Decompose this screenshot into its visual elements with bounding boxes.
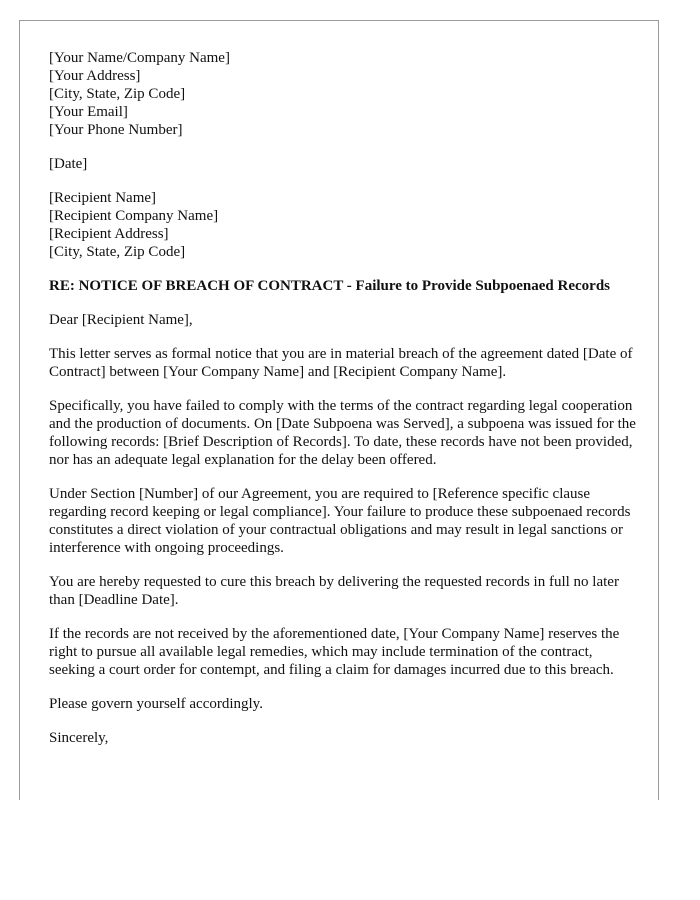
- closing: Sincerely,: [49, 730, 109, 746]
- recipient-city-state-zip: [City, State, Zip Code]: [49, 244, 186, 260]
- body-paragraph-3: Under Section [Number] of our Agreement, you are required to [Reference specific clause regarding record keeping or legal compliance]. Your failure to produce these subpoenaed records constitutes a direct violation of your contractual obligations and may result in legal sanctions or interference with ongoing proceedings.: [49, 486, 631, 556]
- letter-content: [49, 49, 639, 763]
- sender-block: [49, 49, 639, 139]
- letter-page: [19, 20, 659, 800]
- sender-name: [Your Name/Company Name]: [49, 50, 230, 66]
- sender-phone: [Your Phone Number]: [49, 122, 183, 138]
- date-block: [49, 155, 639, 173]
- body-paragraph-1: This letter serves as formal notice that you are in material breach of the agreement dated [Date of Contract] between [Your Company Name] and [Recipient Company Name].: [49, 346, 633, 380]
- body-paragraph-5: If the records are not received by the aforementioned date, [Your Company Name] reserves the right to pursue all available legal remedies, which may include termination of the contract, seeking a court order for contempt, and filing a claim for damages incurred due to this breach.: [49, 626, 620, 678]
- letter-subject: RE: NOTICE OF BREACH OF CONTRACT - Failure to Provide Subpoenaed Records: [49, 278, 610, 294]
- body-paragraph-4: You are hereby requested to cure this breach by delivering the requested records in full no later than [Deadline Date].: [49, 574, 619, 608]
- recipient-name: [Recipient Name]: [49, 190, 157, 206]
- recipient-block: [49, 189, 639, 261]
- salutation: Dear [Recipient Name],: [49, 312, 193, 328]
- sender-email: [Your Email]: [49, 104, 128, 120]
- letter-date: [Date]: [49, 156, 88, 172]
- body-paragraph-6: Please govern yourself accordingly.: [49, 696, 263, 712]
- sender-city-state-zip: [City, State, Zip Code]: [49, 86, 186, 102]
- sender-address: [Your Address]: [49, 68, 141, 84]
- recipient-address: [Recipient Address]: [49, 226, 169, 242]
- recipient-company: [Recipient Company Name]: [49, 208, 219, 224]
- body-paragraph-2: Specifically, you have failed to comply with the terms of the contract regarding legal cooperation and the production of documents. On [Date Subpoena was Served], a subpoena was issued for the following records: [Brief Description of Records]. To date, these records have not been provided, nor has an adequate legal explanation for the delay been offered.: [49, 398, 636, 468]
